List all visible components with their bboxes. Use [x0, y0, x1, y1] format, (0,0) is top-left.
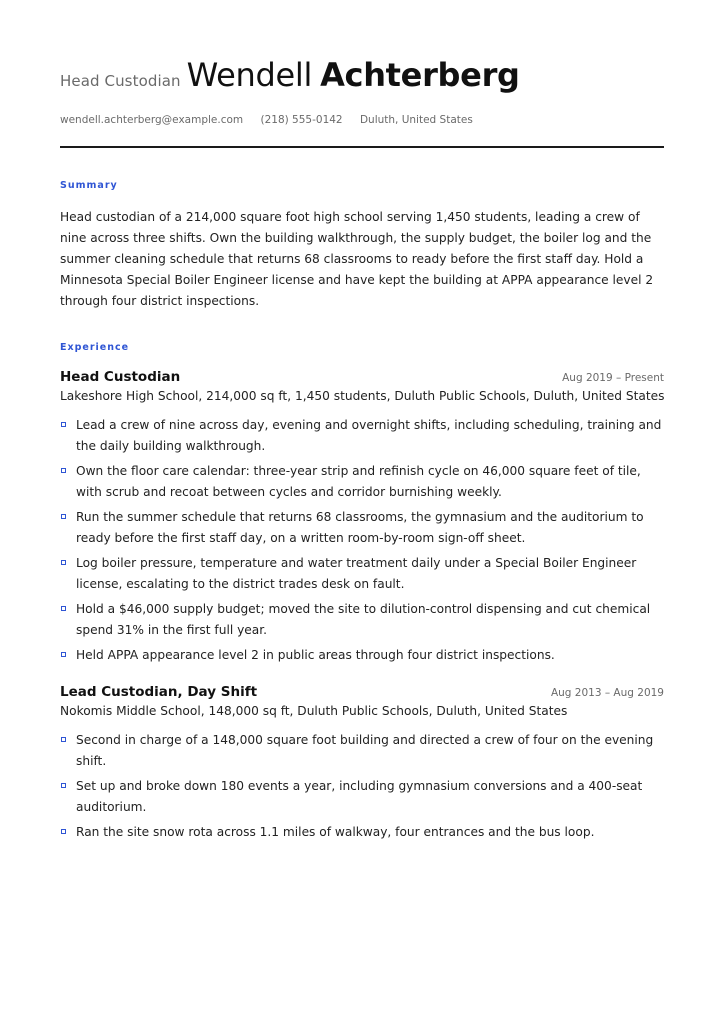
list-item: Set up and broke down 180 events a year, including gymnasium conversions and a 400-seat auditorium.: [60, 776, 664, 817]
contact-line: [60, 114, 487, 126]
list-item: Log boiler pressure, temperature and water treatment daily under a Special Boiler Engineer license, escalating to the district trades desk on fault.: [60, 553, 664, 594]
job-bullets: [60, 730, 664, 848]
contact-email: wendell.achterberg@example.com: [60, 114, 244, 126]
resume-header: [60, 56, 664, 94]
last-name: Achterberg: [320, 56, 520, 94]
list-item: Held APPA appearance level 2 in public areas through four district inspections.: [60, 645, 664, 666]
list-item: Run the summer schedule that returns 68 classrooms, the gymnasium and the auditorium to ready before the first staff day, on a written room-by-room sign-off sheet.: [60, 507, 664, 548]
experience-heading: Experience: [60, 342, 130, 353]
job-title: Lead Custodian, Day Shift: [60, 684, 258, 700]
job-organization: Lakeshore High School, 214,000 sq ft, 1,450 students, Duluth Public Schools, Duluth, United States: [60, 389, 665, 403]
first-name: Wendell: [186, 56, 313, 94]
list-item: Ran the site snow rota across 1.1 miles of walkway, four entrances and the bus loop.: [60, 822, 664, 843]
list-item: Second in charge of a 148,000 square foot building and directed a crew of four on the evening shift.: [60, 730, 664, 771]
contact-phone: (218) 555-0142: [260, 114, 343, 126]
summary-text: Head custodian of a 214,000 square foot high school serving 1,450 students, leading a crew of nine across three shifts. Own the building walkthrough, the supply budget, the boiler log and the summer cleaning schedule that returns 68 classrooms to ready before the first staff day. Hold a Minnesota Special Boiler Engineer license and have kept the building at APPA appearance level 2 through four district inspections.: [60, 210, 654, 308]
list-item: Hold a $46,000 supply budget; moved the site to dilution-control dispensing and cut chemical spend 31% in the first full year.: [60, 599, 664, 640]
job-bullets: [60, 415, 664, 671]
list-item: Own the floor care calendar: three-year strip and refinish cycle on 46,000 square feet of tile, with scrub and recoat between cycles and corridor burnishing weekly.: [60, 461, 664, 502]
header-divider: [60, 146, 664, 148]
list-item: Lead a crew of nine across day, evening and overnight shifts, including scheduling, training and the daily building walkthrough.: [60, 415, 664, 456]
job-dates: Aug 2013 – Aug 2019: [550, 687, 664, 699]
role-title: Head Custodian: [60, 72, 181, 90]
summary-heading: Summary: [60, 180, 118, 191]
job-dates: Aug 2019 – Present: [562, 372, 664, 384]
contact-location: Duluth, United States: [359, 114, 473, 126]
job-organization: Nokomis Middle School, 148,000 sq ft, Duluth Public Schools, Duluth, United States: [60, 704, 568, 718]
job-title: Head Custodian: [60, 369, 181, 385]
